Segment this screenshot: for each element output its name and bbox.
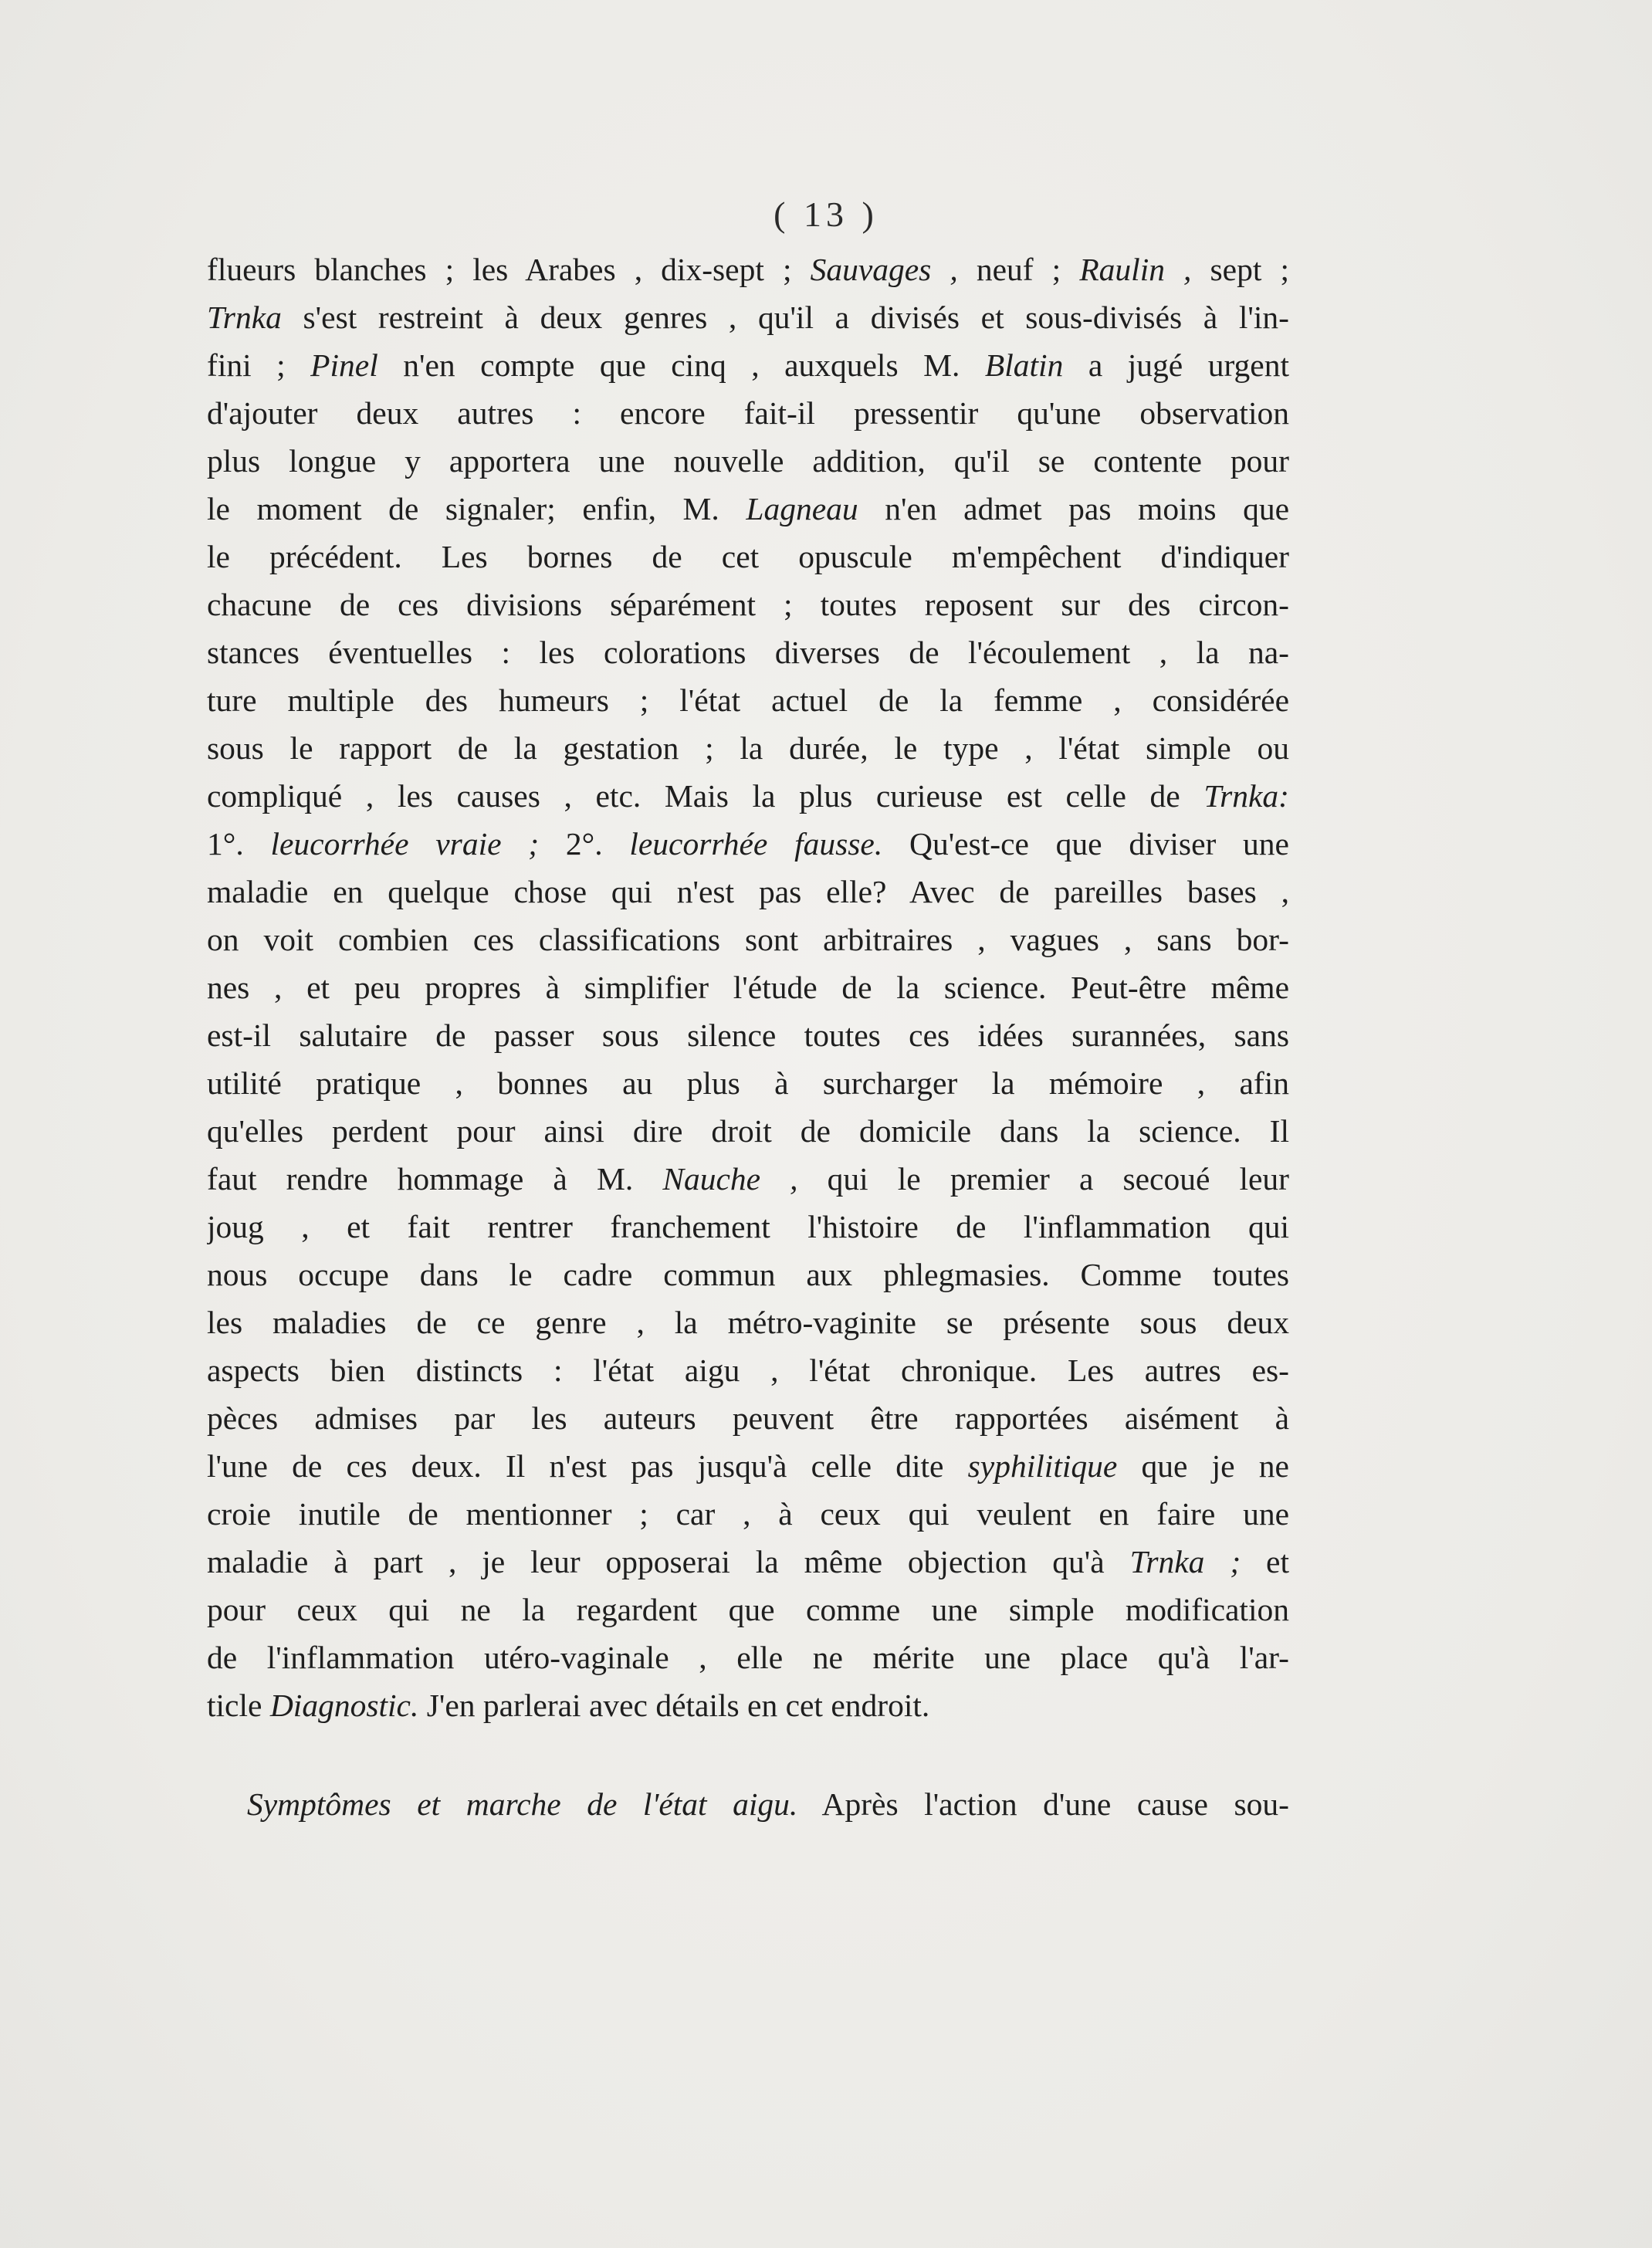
italic-term: Diagnostic. — [269, 1688, 419, 1723]
section-heading-line: Symptômes et marche de l'état aigu. Après l'action d'une cause sou- — [247, 1786, 1289, 1822]
text-line: qu'elles perdent pour ainsi dire droit de domicile dans la science. Il — [207, 1113, 1289, 1149]
italic-term: Trnka ; — [1129, 1544, 1241, 1579]
text-line: nes , et peu propres à simplifier l'étude de la science. Peut-être même — [207, 970, 1289, 1005]
italic-term: leucorrhée vraie ; — [270, 826, 540, 862]
text-line: fini ; Pinel n'en compte que cinq , auxquels M. Blatin a jugé urgent — [207, 347, 1289, 383]
text-line: utilité pratique , bonnes au plus à surcharger la mémoire , afin — [207, 1065, 1289, 1101]
text-line: le précédent. Les bornes de cet opuscule m'empêchent d'indiquer — [207, 539, 1289, 574]
text-line: croie inutile de mentionner ; car , à ceux qui veulent en faire une — [207, 1496, 1289, 1532]
text-line: pèces admises par les auteurs peuvent être rapportées aisément à — [207, 1400, 1289, 1436]
text-line: ture multiple des humeurs ; l'état actuel de la femme , considérée — [207, 682, 1289, 718]
text-line: maladie en quelque chose qui n'est pas elle? Avec de pareilles bases , — [207, 874, 1289, 909]
italic-term: Raulin , — [1079, 252, 1192, 287]
italic-term: Blatin — [984, 347, 1064, 383]
page-number: ( 13 ) — [774, 195, 878, 234]
italic-term: leucorrhée fausse. — [629, 826, 883, 862]
text-line: pour ceux qui ne la regardent que comme une simple modification — [207, 1592, 1289, 1627]
text-line: Trnka s'est restreint à deux genres , qu'il a divisés et sous-divisés à l'in- — [207, 300, 1289, 335]
text-line: le moment de signaler; enfin, M. Lagneau n'en admet pas moins que — [207, 491, 1289, 526]
italic-term: Sauvages , — [810, 252, 958, 287]
text-line: flueurs blanches ; les Arabes , dix-sept ; Sauvages , neuf ; Raulin , sept ; — [207, 252, 1289, 287]
text-line: on voit combien ces classifications sont arbitraires , vagues , sans bor- — [207, 922, 1289, 957]
text-line: est-il salutaire de passer sous silence toutes ces idées surannées, sans — [207, 1017, 1289, 1053]
italic-term: syphilitique — [967, 1448, 1118, 1484]
text-line: maladie à part , je leur opposerai la même objection qu'à Trnka ; et — [207, 1544, 1289, 1579]
italic-term: Nauche , — [662, 1161, 798, 1197]
text-line: plus longue y apportera une nouvelle addition, qu'il se contente pour — [207, 443, 1289, 479]
text-line: l'une de ces deux. Il n'est pas jusqu'à celle dite syphilitique que je ne — [207, 1448, 1289, 1484]
text-line: 1°. leucorrhée vraie ; 2°. leucorrhée fausse. Qu'est-ce que diviser une — [207, 826, 1289, 862]
text-line: de l'inflammation utéro-vaginale , elle ne mérite une place qu'à l'ar- — [207, 1640, 1289, 1675]
italic-term: Lagneau — [746, 491, 858, 526]
text-line: aspects bien distincts : l'état aigu , l'état chronique. Les autres es- — [207, 1353, 1289, 1388]
italic-term: Symptômes et marche de l'état aigu. — [247, 1786, 798, 1822]
body-text — [207, 245, 1289, 1729]
text-line: compliqué , les causes , etc. Mais la plus curieuse est celle de Trnka: — [207, 778, 1289, 814]
text-line: les maladies de ce genre , la métro-vaginite se présente sous deux — [207, 1305, 1289, 1340]
italic-term: Trnka — [207, 300, 282, 335]
text-line: stances éventuelles : les colorations diverses de l'écoulement , la na- — [207, 635, 1289, 670]
text-line: ticle Diagnostic. J'en parlerai avec détails en cet endroit. — [207, 1688, 930, 1723]
text-line: chacune de ces divisions séparément ; toutes reposent sur des circon- — [207, 587, 1289, 622]
text-line: joug , et fait rentrer franchement l'histoire de l'inflammation qui — [207, 1209, 1289, 1244]
text-line: nous occupe dans le cadre commun aux phlegmasies. Comme toutes — [207, 1257, 1289, 1292]
text-line: d'ajouter deux autres : encore fait-il pressentir qu'une observation — [207, 395, 1289, 431]
text-line: faut rendre hommage à M. Nauche , qui le premier a secoué leur — [207, 1161, 1289, 1197]
italic-term: Trnka: — [1203, 778, 1289, 814]
text-line: sous le rapport de la gestation ; la durée, le type , l'état simple ou — [207, 730, 1289, 766]
italic-term: Pinel — [310, 347, 378, 383]
